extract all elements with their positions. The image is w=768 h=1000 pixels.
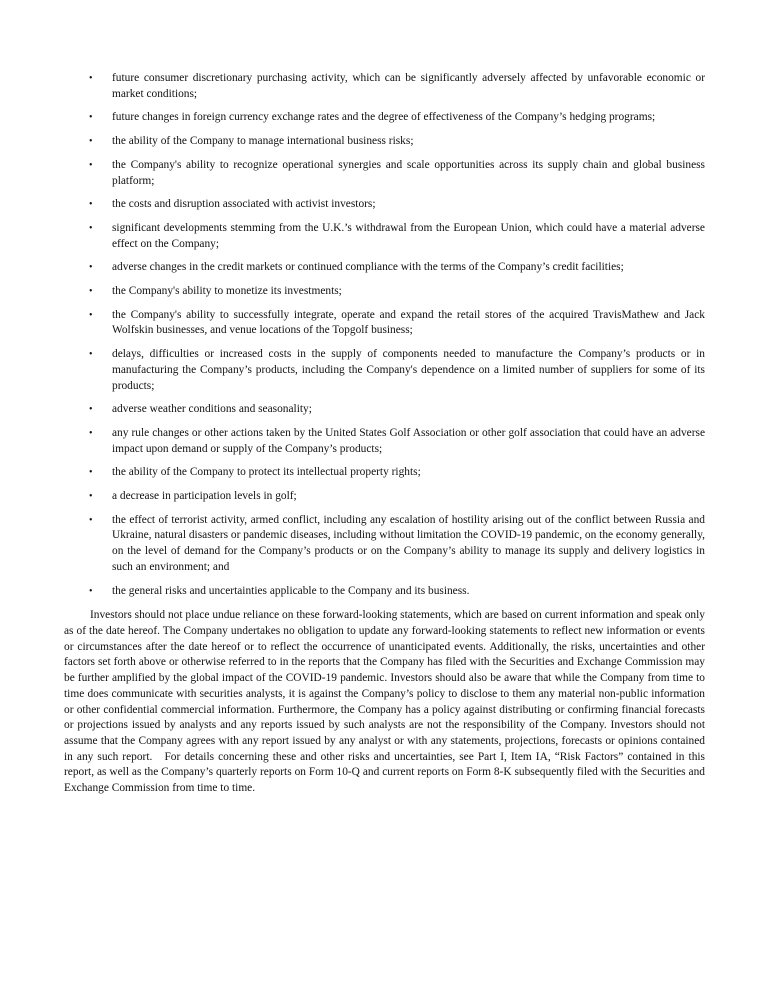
list-item-text: significant developments stemming from the U.K.’s withdrawal from the European Union, which could have a material adverse effect on the Company; bbox=[112, 221, 705, 250]
list-item-text: the costs and disruption associated with activist investors; bbox=[112, 198, 376, 211]
bullet-icon: • bbox=[89, 286, 93, 298]
bullet-icon: • bbox=[89, 349, 93, 361]
list-item bbox=[64, 426, 705, 457]
bullet-icon: • bbox=[89, 136, 93, 148]
list-item-text: adverse weather conditions and seasonality; bbox=[112, 403, 312, 416]
bullet-icon: • bbox=[89, 222, 93, 234]
forward-looking-statements-paragraph: Investors should not place undue reliance on these forward-looking statements, which are based on current information and speak only as of the date hereof. The Company undertakes no obligation to update any forward-looking statements to reflect new information or events or circumstances after the date hereof or to reflect the occurrence of unanticipated events. Additionally, the risks, uncertainties and other factors set forth above or otherwise referred to in the reports that the Company has filed with the Securities and Exchange Commission may be further amplified by the global impact of the COVID-19 pandemic. Investors should also be aware that while the Company from time to time does communicate with securities analysts, it is against the Company’s policy to disclose to them any material non-public information or other confidential commercial information. Furthermore, the Company has a policy against distributing or confirming financial forecasts or projections issued by analysts and any reports issued by such analysts are not the responsibility of the Company. Investors should not assume that the Company agrees with any report issued by any analyst or with any statements, projections, forecasts or opinions contained in any such report. For details concerning these and other risks and uncertainties, see Part I, Item IA, “Risk Factors” contained in this report, as well as the Company’s quarterly reports on Form 10-Q and current reports on Form 8-K subsequently filed with the Securities and Exchange Commission from time to time. bbox=[64, 609, 705, 795]
list-item-text: any rule changes or other actions taken by the United States Golf Association or other golf association that could have an adverse impact upon demand or supply of the Company’s products; bbox=[112, 426, 705, 455]
bullet-icon: • bbox=[89, 199, 93, 211]
list-item-text: the Company's ability to recognize operational synergies and scale opportunities across its supply chain and global business platform; bbox=[112, 158, 705, 187]
list-item bbox=[64, 489, 705, 505]
list-item-text: adverse changes in the credit markets or continued compliance with the terms of the Company’s credit facilities; bbox=[112, 261, 624, 274]
list-item bbox=[64, 584, 705, 600]
list-item bbox=[64, 284, 705, 300]
bullet-icon: • bbox=[89, 159, 93, 171]
bullet-icon: • bbox=[89, 585, 93, 597]
list-item-text: the Company's ability to successfully integrate, operate and expand the retail stores of the acquired TravisMathew and Jack Wolfskin businesses, and venue locations of the Topgolf business; bbox=[112, 308, 705, 337]
list-item-text: future consumer discretionary purchasing activity, which can be significantly adversely affected by unfavorable economic or market conditions; bbox=[112, 72, 705, 100]
list-item bbox=[64, 134, 705, 150]
list-item bbox=[64, 465, 705, 481]
list-item bbox=[64, 260, 705, 276]
list-item bbox=[64, 71, 705, 102]
list-item-text: the ability of the Company to manage international business risks; bbox=[112, 135, 414, 148]
bullet-icon: • bbox=[89, 514, 93, 526]
bullet-icon: • bbox=[89, 309, 93, 321]
list-item-text: future changes in foreign currency exchange rates and the degree of effectiveness of the Company’s hedging programs; bbox=[112, 111, 656, 124]
bullet-icon: • bbox=[89, 467, 93, 479]
risk-factors-bullet-list bbox=[64, 71, 705, 599]
list-item bbox=[64, 221, 705, 252]
list-item-text: a decrease in participation levels in golf; bbox=[112, 490, 297, 503]
list-item bbox=[64, 402, 705, 418]
list-item bbox=[64, 110, 705, 126]
bullet-icon: • bbox=[89, 404, 93, 416]
list-item-text: the effect of terrorist activity, armed conflict, including any escalation of hostility arising out of the conflict between Russia and Ukraine, natural disasters or pandemic diseases, including without limitation the COVID-19 pandemic, on the economy generally, on the level of demand for the Company’s products or on the Company’s ability to manage its supply and delivery logistics in such an environment; and bbox=[112, 513, 706, 573]
list-item bbox=[64, 308, 705, 339]
list-item bbox=[64, 347, 705, 394]
list-item-text: delays, difficulties or increased costs in the supply of components needed to manufacture the Company’s products or in manufacturing the Company’s products, including the Company's dependence on a limited number of suppliers for some of its products; bbox=[112, 348, 705, 392]
list-item bbox=[64, 197, 705, 213]
bullet-icon: • bbox=[89, 262, 93, 274]
bullet-icon: • bbox=[89, 427, 93, 439]
list-item bbox=[64, 513, 705, 576]
bullet-icon: • bbox=[89, 112, 93, 124]
list-item-text: the ability of the Company to protect its intellectual property rights; bbox=[112, 466, 421, 479]
list-item bbox=[64, 158, 705, 189]
bullet-icon: • bbox=[89, 73, 93, 84]
list-item-text: the Company's ability to monetize its investments; bbox=[112, 285, 342, 298]
bullet-icon: • bbox=[89, 491, 93, 503]
list-item-text: the general risks and uncertainties applicable to the Company and its business. bbox=[112, 584, 470, 597]
